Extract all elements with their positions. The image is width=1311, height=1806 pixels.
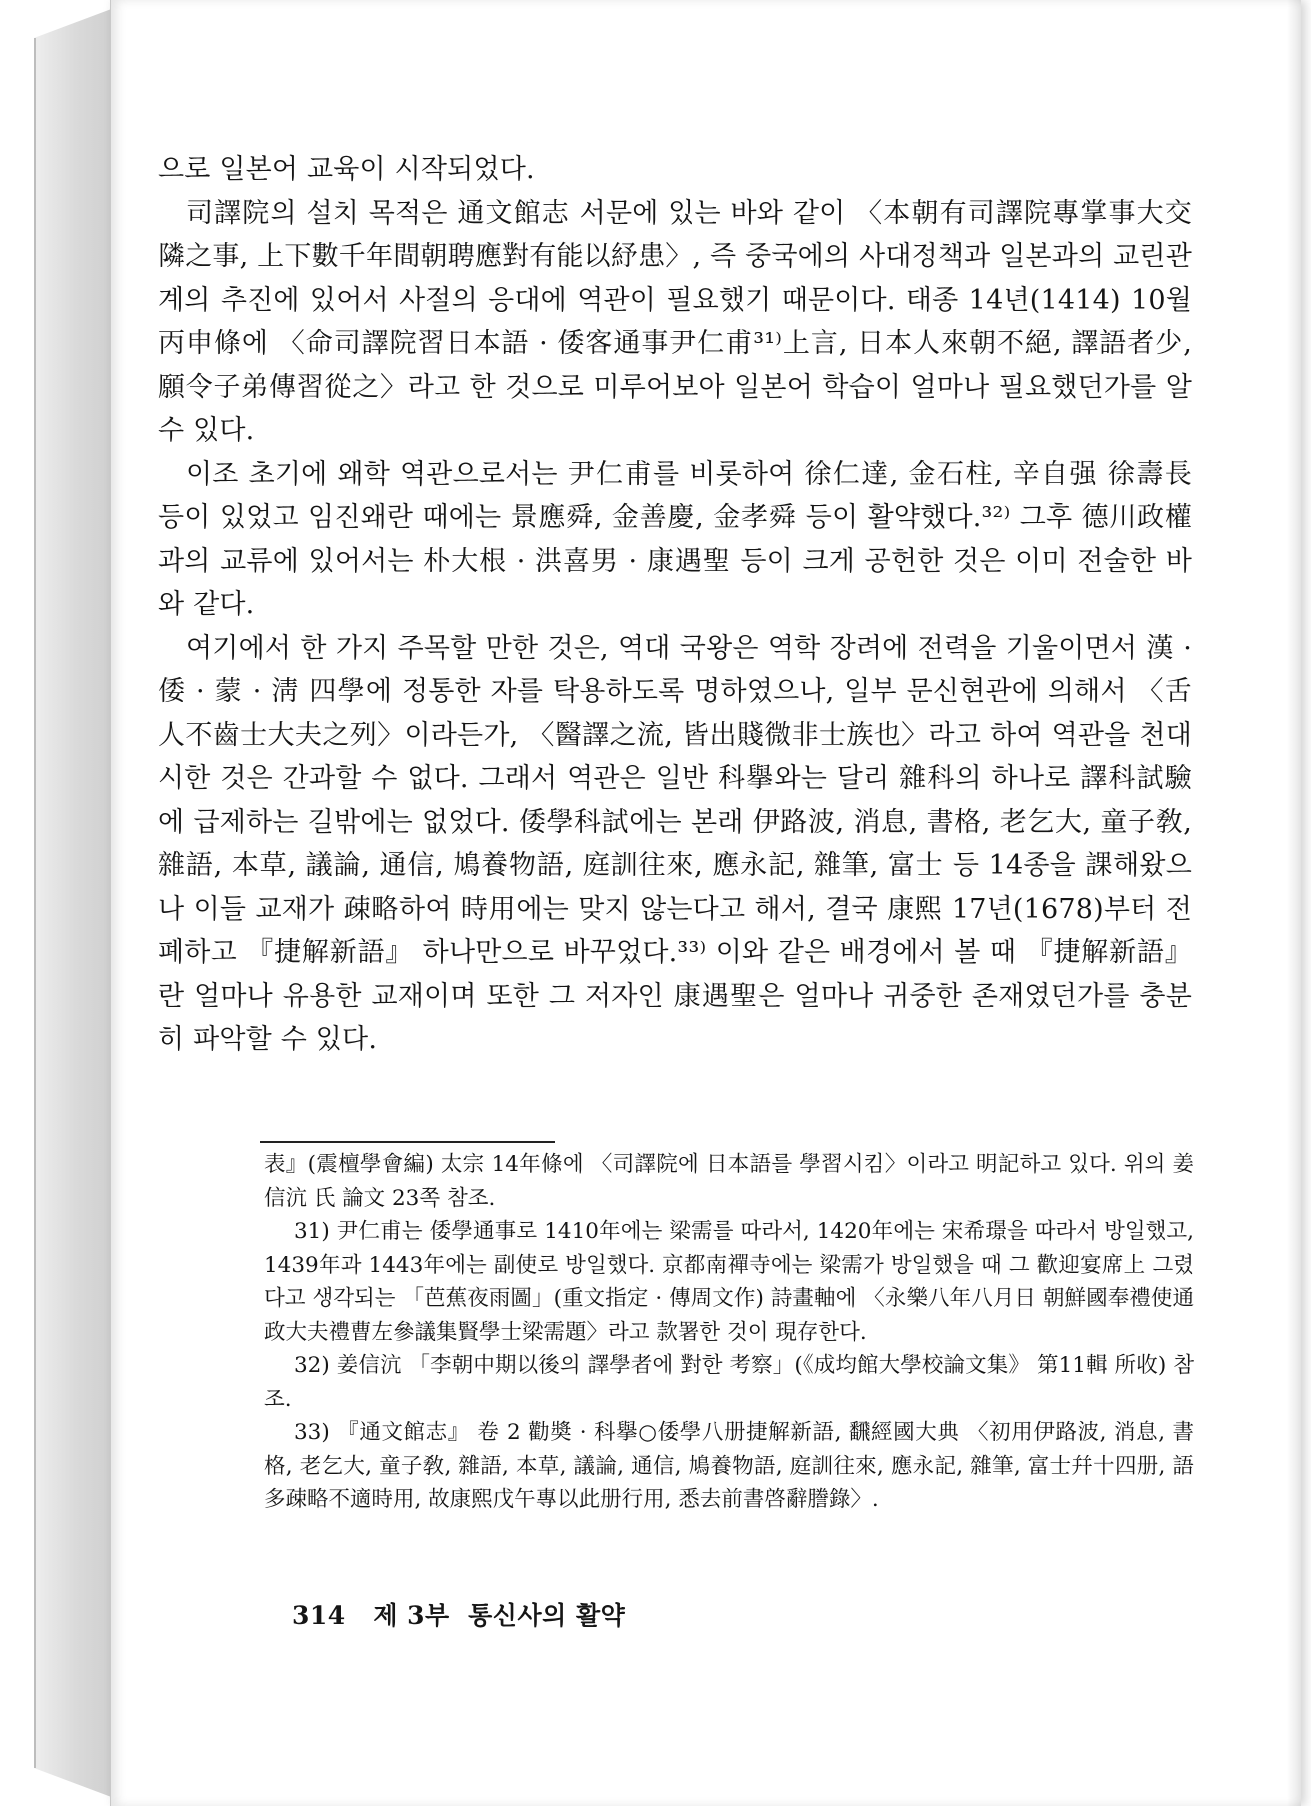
footnote-33: 33) 『通文館志』 卷 2 勸奬 · 科擧○倭學八册捷解新語, 飜經國大典 〈初用伊路波, 消息, 書格, 老乞大, 童子敎, 雜語, 本草, 議論, 通信, 鳩養物語, 庭訓往來, 應永記, 雜筆, 富士幷十四册, 語多疎略不適時用, 故康熙戊午專以此册行用, 悉去前書啓辭謄錄〉. xyxy=(264,1420,1194,1512)
book-spine-edge xyxy=(34,38,36,1768)
footnote-continued: 表』(震檀學會編) 太宗 14年條에 〈司譯院에 日本語를 學習시킴〉이라고 明記하고 있다. 위의 姜信沆 氏 論文 23쪽 참조. xyxy=(264,1152,1194,1211)
body-paragraph: 여기에서 한 가지 주목할 만한 것은, 역대 국왕은 역학 장려에 전력을 기울이면서 漢 · 倭 · 蒙 · 淸 四學에 정통한 자를 탁용하도록 명하였으나, 일부 문신현관에 의해서 〈舌人不齒士大夫之列〉이라든가, 〈醫譯之流, 皆出賤微非士族也〉라고 하여 역관을 천대시한 것은 간과할 수 없다. 그래서 역관은 일반 科擧와는 달리 雜科의 하나로 譯科試驗에 급제하는 길밖에는 없었다. 倭學科試에는 본래 伊路波, 消息, 書格, 老乞大, 童子敎, 雜語, 本草, 議論, 通信, 鳩養物語, 庭訓往來, 應永記, 雜筆, 富士 등 14종을 課해왔으나 이들 교재가 疎略하여 時用에는 맞지 않는다고 해서, 결국 康熙 17년(1678)부터 전폐하고 『捷解新語』 하나만으로 바꾸었다.³³⁾ 이와 같은 배경에서 볼 때 『捷解新語』란 얼마나 유용한 교재이며 또한 그 저자인 康遇聖은 얼마나 귀중한 존재였던가를 충분히 파악할 수 있다. xyxy=(158,632,1192,1055)
footnotes xyxy=(264,1148,1194,1517)
footnote-32: 32) 姜信沆 「李朝中期以後의 譯學者에 對한 考察」(《成均館大學校論文集》 第11輯 所收) 참조. xyxy=(264,1353,1194,1412)
footnote-divider xyxy=(260,1141,555,1143)
body-text xyxy=(158,148,1192,1062)
body-paragraph: 이조 초기에 왜학 역관으로서는 尹仁甫를 비롯하여 徐仁達, 金石柱, 辛自强 徐壽長 등이 있었고 임진왜란 때에는 景應舜, 金善慶, 金孝舜 등이 활약했다.³²⁾ 그후 德川政權과의 교류에 있어서는 朴大根 · 洪喜男 · 康遇聖 등이 크게 공헌한 것은 이미 전술한 바와 같다. xyxy=(158,458,1192,620)
footnote-31: 31) 尹仁甫는 倭學通事로 1410年에는 梁需를 따라서, 1420年에는 宋希璟을 따라서 방일했고, 1439年과 1443年에는 副使로 방일했다. 京都南禪寺에는 梁需가 방일했을 때 그 歡迎宴席上 그렸다고 생각되는 「芭蕉夜雨圖」(重文指定 · 傳周文作) 詩畫軸에 〈永樂八年八月日 朝鮮國奉禮使通政大夫禮曹左參議集賢學士梁需題〉라고 款署한 것이 現存한다. xyxy=(264,1219,1194,1345)
body-paragraph: 司譯院의 설치 목적은 通文館志 서문에 있는 바와 같이 〈本朝有司譯院專掌事大交隣之事, 上下數千年間朝聘應對有能以紓患〉, 즉 중국에의 사대정책과 일본과의 교린관계의 추진에 있어서 사절의 응대에 역관이 필요했기 때문이다. 태종 14년(1414) 10월 丙申條에 〈命司譯院習日本語 · 倭客通事尹仁甫³¹⁾上言, 日本人來朝不絕, 譯語者少, 願令子弟傳習從之〉라고 한 것으로 미루어보아 일본어 학습이 얼마나 필요했던가를 알 수 있다. xyxy=(158,197,1192,446)
page-edge-shadow xyxy=(1287,0,1301,1806)
part-label: 제 3부 xyxy=(373,1601,450,1630)
part-title: 통신사의 활약 xyxy=(468,1601,626,1630)
page-footer xyxy=(292,1596,625,1632)
page-number: 314 xyxy=(292,1601,346,1630)
body-paragraph: 으로 일본어 교육이 시작되었다. xyxy=(158,154,535,185)
book-spine-side xyxy=(34,8,114,1798)
